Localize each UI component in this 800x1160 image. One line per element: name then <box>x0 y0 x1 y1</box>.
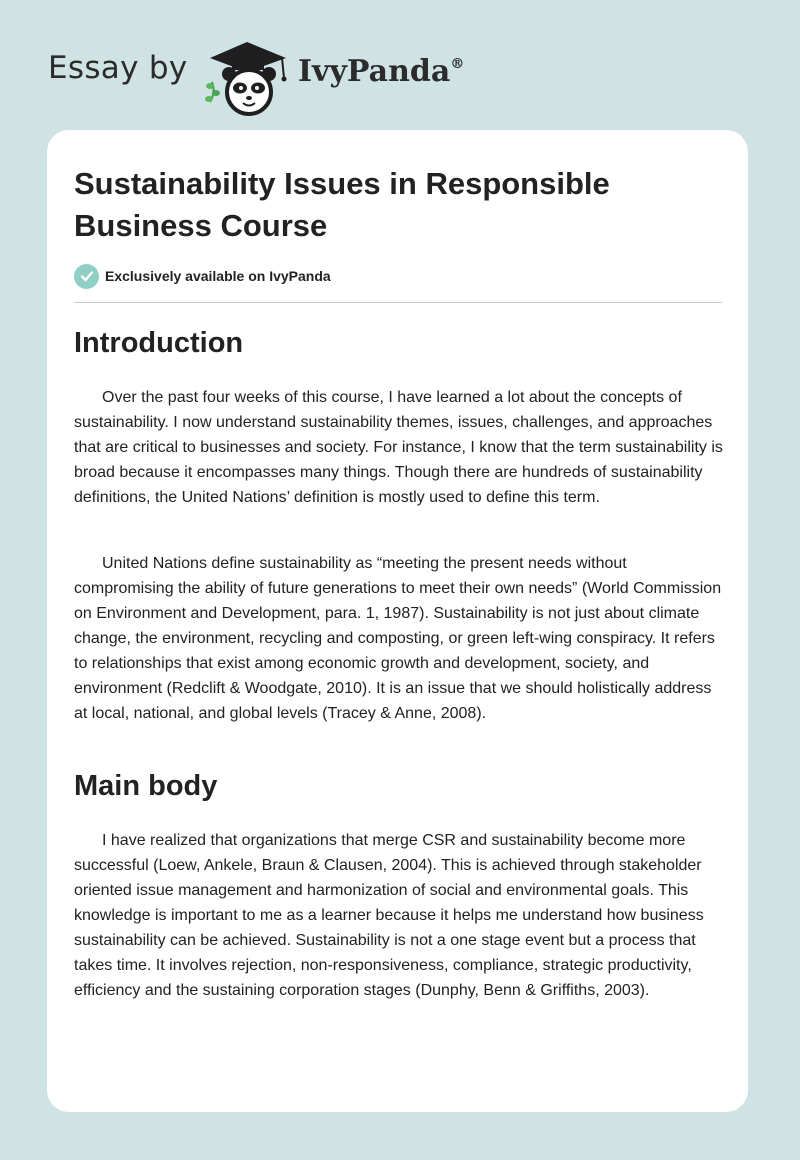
section-heading-main-body: Main body <box>74 770 218 802</box>
exclusive-label: Exclusively available on IvyPanda <box>105 268 331 284</box>
site-header <box>48 30 748 120</box>
brand-text: IvyPanda <box>298 54 451 89</box>
paragraph: Over the past four weeks of this course, I have learned a lot about the concepts of sustainability. I now understand sustainability themes, issues, challenges, and approaches that are critical to businesses and society. For instance, I know that the term sustainability is broad because it encompasses many things. Though there are hundreds of sustainability definitions, the United Nations’ definition is mostly used to define this term. <box>74 389 723 506</box>
essay-by-label: Essay by <box>48 50 188 86</box>
essay-title: Sustainability Issues in Responsible Business Course <box>74 166 610 243</box>
paragraph: United Nations define sustainability as “meeting the present needs without compromising the ability of future generations to meet their own needs” (World Commission on Environment and Development, para. 1, 1987). Sustainability is not just about climate change, the environment, recycling and composting, or green left-wing conspiracy. It refers to relationships that exist among economic growth and development, society, and environment (Redclift & Woodgate, 2010). It is an issue that we should holistically address at local, national, and global levels (Tracey & Anne, 2008). <box>74 555 722 722</box>
divider <box>74 302 722 303</box>
brand-name[interactable] <box>298 54 464 89</box>
registered-mark: ® <box>450 56 465 72</box>
exclusive-badge <box>74 263 331 289</box>
section-heading-introduction: Introduction <box>74 327 244 359</box>
checkmark-icon <box>74 264 99 289</box>
paragraph: I have realized that organizations that merge CSR and sustainability become more successful (Loew, Ankele, Braun & Clausen, 2004). This is achieved through stakeholder oriented issue management and harmonization of social and environmental goals. This knowledge is important to me as a learner because it helps me understand how business sustainability can be achieved. Sustainability is not a one stage event but a process that takes time. It involves rejection, non-responsiveness, compliance, strategic productivity, efficiency and the sustaining corporation stages (Dunphy, Benn & Griffiths, 2003). <box>74 832 704 999</box>
essay-card <box>47 130 748 1112</box>
panda-graduate-logo-icon[interactable] <box>202 36 292 116</box>
